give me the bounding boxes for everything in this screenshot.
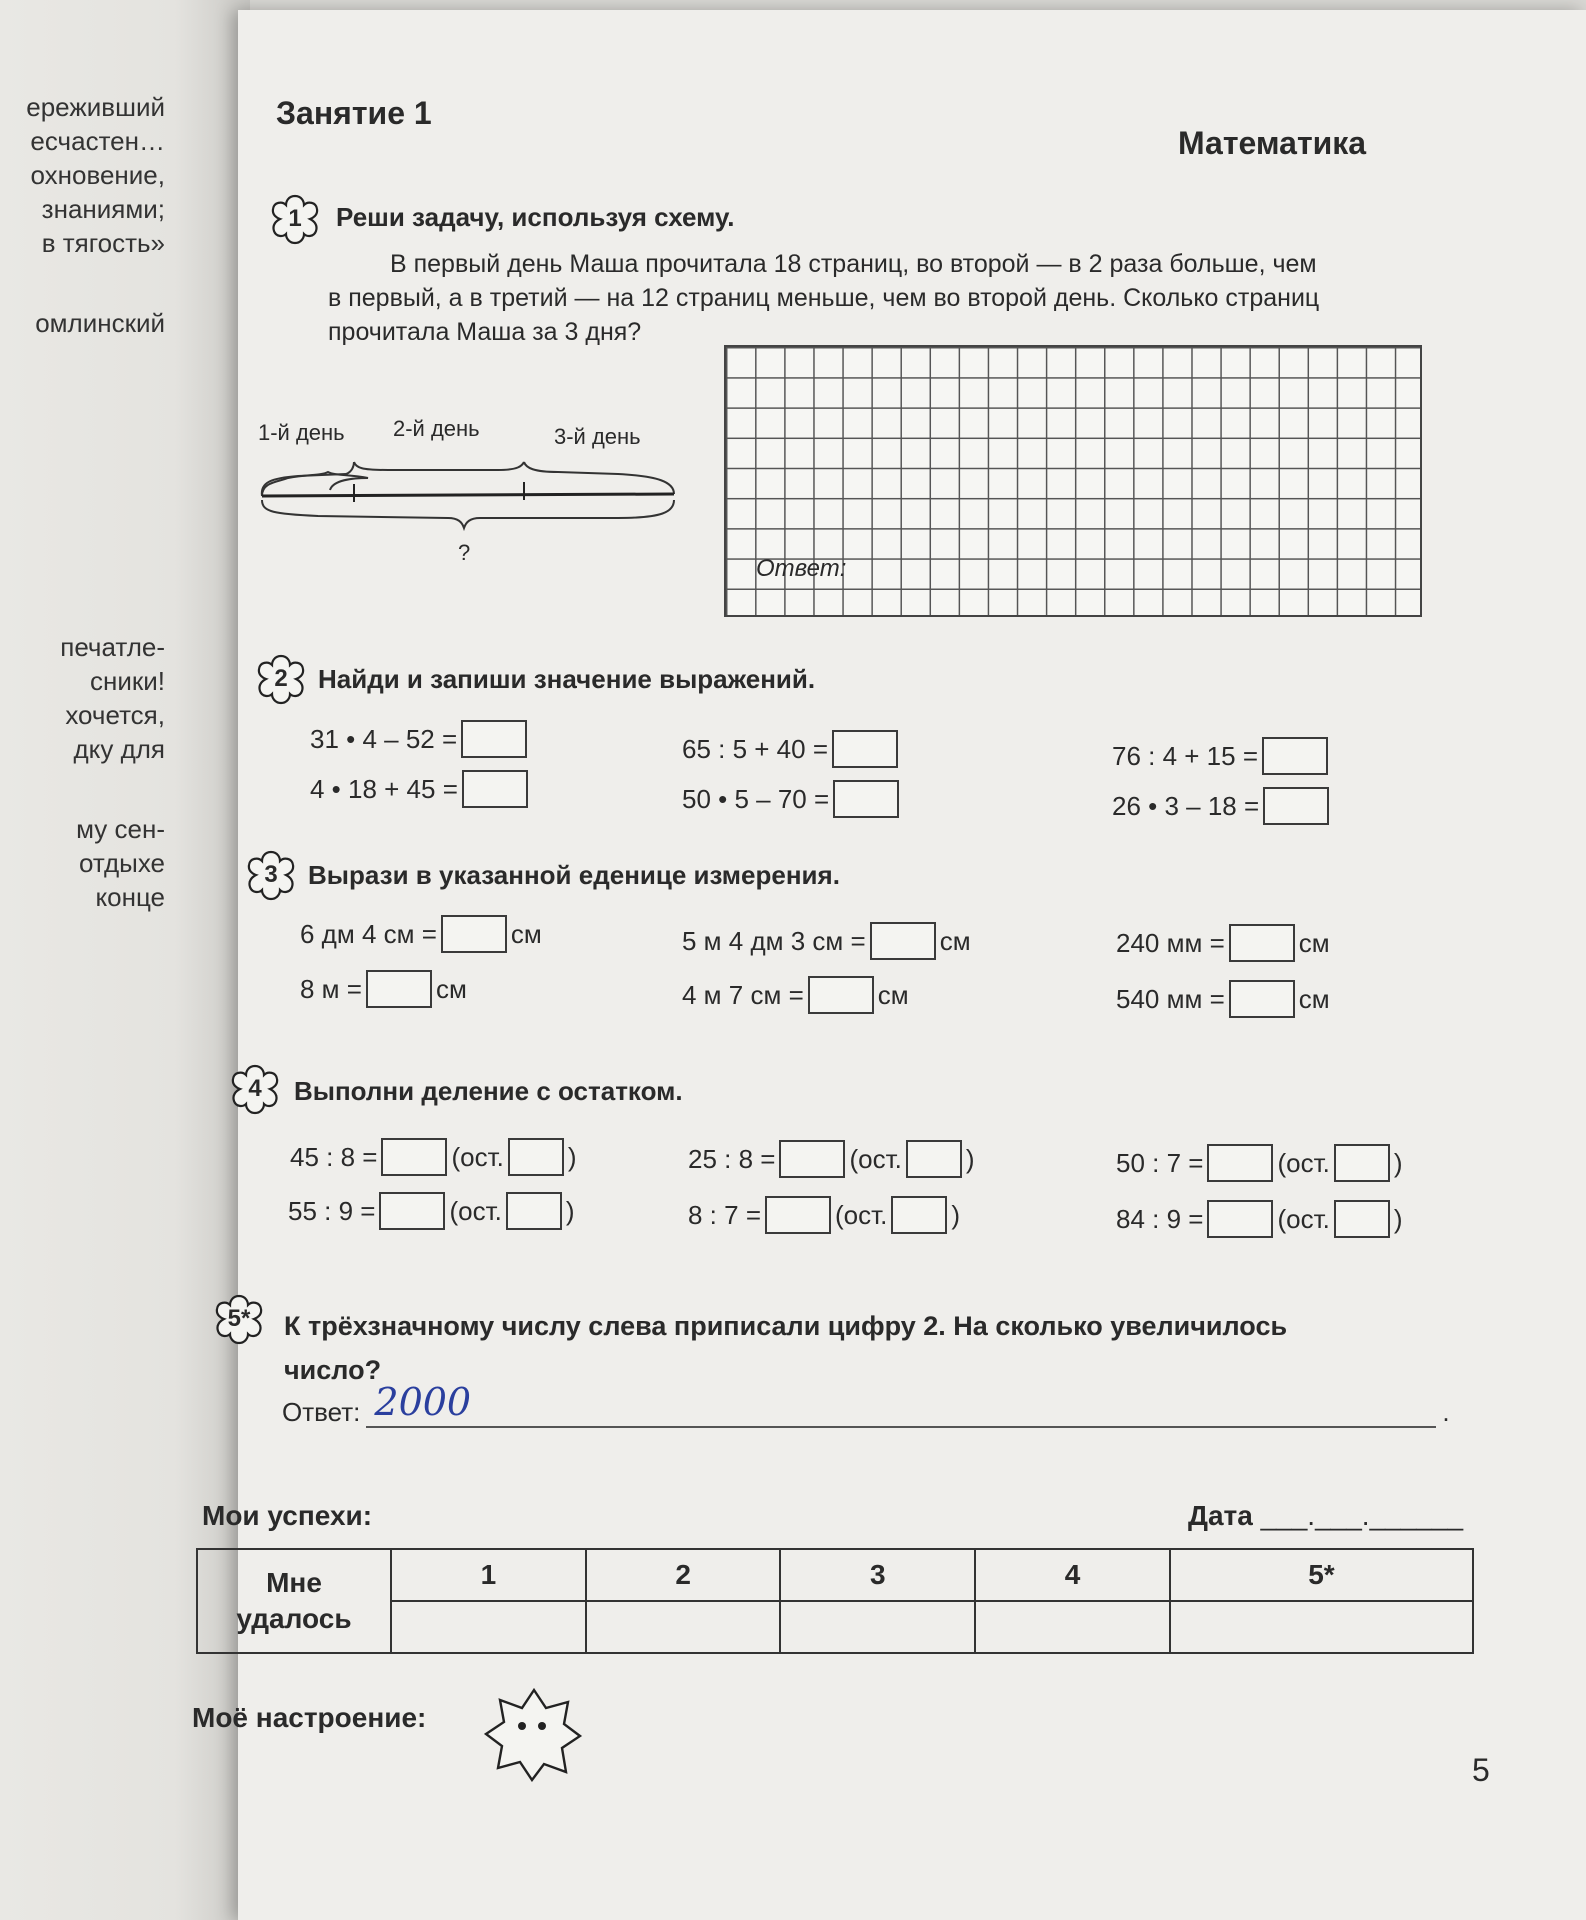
remainder-box[interactable]: [1334, 1200, 1390, 1238]
expression-text: 50 • 5 – 70 =: [682, 783, 830, 814]
unit-label: см: [435, 973, 467, 1004]
expression-text: 84 : 9 =: [1116, 1203, 1204, 1234]
row-label-cell: [197, 1549, 391, 1653]
expression: [300, 970, 467, 1008]
expression-text: 540 мм =: [1116, 983, 1225, 1014]
unit-label: см: [510, 918, 542, 949]
answer-line[interactable]: [366, 1380, 1436, 1428]
left-page-text: [0, 90, 165, 914]
expression-text: 4 • 18 + 45 =: [310, 773, 458, 804]
date-blank: ___.___.______: [1260, 1500, 1464, 1531]
end-dot: .: [1442, 1397, 1450, 1427]
task5-heading-line: число?: [284, 1355, 382, 1385]
division-expression: [290, 1138, 577, 1176]
unit-label: см: [877, 979, 909, 1010]
left-signature: омлинский: [35, 308, 165, 338]
left-line: есчастен…: [30, 126, 165, 156]
task-number-badge: [244, 848, 298, 902]
task1-text-line: в первый, а в третий — на 12 страниц меньше, чем во второй день. Сколько страниц: [328, 284, 1320, 312]
scheme-label-day3: 3-й день: [554, 424, 641, 449]
column-header: 2: [586, 1549, 781, 1601]
expression-text: 8 : 7 =: [688, 1199, 761, 1230]
close-paren: ): [565, 1195, 575, 1226]
quotient-box[interactable]: [379, 1192, 445, 1230]
mood-label: Моё настроение:: [192, 1702, 427, 1733]
task1-text-line: В первый день Маша прочитала 18 страниц, во второй — в 2 раза больше, чем: [390, 250, 1317, 278]
date-field[interactable]: [1188, 1500, 1463, 1532]
quotient-box[interactable]: [381, 1138, 447, 1176]
left-line: сники!: [89, 666, 165, 696]
scheme-question: ?: [458, 540, 471, 565]
remainder-label: (ост.: [451, 1141, 504, 1172]
expression: [1116, 980, 1330, 1018]
quotient-box[interactable]: [765, 1196, 831, 1234]
remainder-label: (ост.: [1277, 1203, 1330, 1234]
task-number: 1: [288, 205, 302, 232]
row-label-line: Мне: [266, 1567, 322, 1598]
task-number: 3: [264, 861, 278, 888]
success-cell[interactable]: [391, 1601, 586, 1653]
remainder-label: (ост.: [849, 1143, 902, 1174]
remainder-label: (ост.: [449, 1195, 502, 1226]
expression: [682, 730, 902, 768]
division-expression: [288, 1192, 575, 1230]
unit-label: см: [1298, 927, 1330, 958]
close-paren: ): [951, 1199, 961, 1230]
expression-text: 5 м 4 дм 3 см =: [682, 925, 866, 956]
task2-heading: Найди и запиши значение выражений.: [318, 664, 816, 694]
success-cell[interactable]: [975, 1601, 1170, 1653]
expression: [310, 770, 532, 808]
expression-text: 4 м 7 см =: [682, 979, 804, 1010]
answer-box[interactable]: [1262, 737, 1328, 775]
task1-heading: Реши задачу, используя схему.: [336, 202, 735, 232]
answer-box[interactable]: [461, 720, 527, 758]
success-cell[interactable]: [586, 1601, 781, 1653]
column-header: 5*: [1170, 1549, 1473, 1601]
division-expression: [688, 1196, 960, 1234]
task-number: 5*: [227, 1305, 251, 1332]
expression: [1112, 737, 1332, 775]
task-number-badge: [212, 1292, 266, 1346]
expression-text: 25 : 8 =: [688, 1143, 776, 1174]
left-line: в тягость»: [41, 228, 165, 258]
left-line: отдыхе: [79, 848, 165, 878]
expression-text: 55 : 9 =: [288, 1195, 376, 1226]
task-number-badge: [268, 192, 322, 246]
close-paren: ): [1393, 1147, 1403, 1178]
answer-box[interactable]: [1229, 980, 1295, 1018]
success-title: Мои успехи:: [202, 1500, 373, 1531]
remainder-box[interactable]: [508, 1138, 564, 1176]
remainder-box[interactable]: [506, 1192, 562, 1230]
answer-box[interactable]: [833, 780, 899, 818]
expression-text: 65 : 5 + 40 =: [682, 733, 829, 764]
remainder-box[interactable]: [891, 1196, 947, 1234]
remainder-box[interactable]: [1334, 1144, 1390, 1182]
row-label-line: удалось: [236, 1603, 352, 1634]
expression-text: 240 мм =: [1116, 927, 1225, 958]
page-number: 5: [1472, 1752, 1490, 1788]
scheme-label-day1: 1-й день: [258, 420, 345, 445]
unit-label: см: [1298, 983, 1330, 1014]
remainder-box[interactable]: [906, 1140, 962, 1178]
left-line: дку для: [73, 734, 165, 764]
task5-heading: [284, 1304, 1287, 1392]
task5-heading-line: К трёхзначному числу слева приписали цифру 2. На сколько увеличилось: [284, 1311, 1288, 1341]
task4-heading: Выполни деление с остатком.: [294, 1076, 683, 1106]
expression: [682, 780, 903, 818]
success-cell[interactable]: [780, 1601, 975, 1653]
task3-heading: Вырази в указанной еденице измерения.: [308, 860, 840, 890]
handwritten-answer: 2000: [374, 1380, 472, 1424]
left-line: знаниями;: [41, 194, 165, 224]
close-paren: ): [567, 1141, 577, 1172]
close-paren: ): [965, 1143, 975, 1174]
grid-answer-label: Ответ:: [756, 555, 847, 582]
expression: [1112, 787, 1333, 825]
expression-text: 6 дм 4 см =: [300, 918, 437, 949]
answer-box[interactable]: [808, 976, 874, 1014]
task1-scheme: [258, 416, 678, 570]
expression: [682, 976, 909, 1014]
expression-text: 45 : 8 =: [290, 1141, 378, 1172]
expression: [1116, 924, 1330, 962]
task1-text-line: прочитала Маша за 3 дня?: [328, 318, 642, 346]
expression-text: 50 : 7 =: [1116, 1147, 1204, 1178]
left-line: хочется,: [65, 700, 165, 730]
success-cell[interactable]: [1170, 1601, 1473, 1653]
task-number-badge: [254, 652, 308, 706]
answer-label: Ответ:: [282, 1397, 361, 1427]
answer-box[interactable]: [462, 770, 528, 808]
answer-box[interactable]: [1263, 787, 1329, 825]
left-line: печатле-: [60, 632, 165, 662]
expression: [682, 922, 971, 960]
remainder-label: (ост.: [1277, 1147, 1330, 1178]
quotient-box[interactable]: [1207, 1200, 1273, 1238]
quotient-box[interactable]: [779, 1140, 845, 1178]
answer-box[interactable]: [832, 730, 898, 768]
remainder-label: (ост.: [835, 1199, 888, 1230]
column-header: 3: [780, 1549, 975, 1601]
mood-star-icon[interactable]: [484, 1686, 584, 1782]
expression-text: 76 : 4 + 15 =: [1112, 740, 1259, 771]
answer-box[interactable]: [366, 970, 432, 1008]
expression: [300, 915, 542, 953]
answer-box[interactable]: [870, 922, 936, 960]
task-number: 4: [248, 1075, 262, 1102]
workbook-page: [192, 10, 1586, 1920]
lesson-title: Занятие 1: [276, 95, 432, 131]
subject-title: Математика: [1178, 125, 1367, 161]
task5-answer-row: [282, 1380, 1450, 1428]
division-expression: [688, 1140, 975, 1178]
expression-text: 8 м =: [300, 973, 362, 1004]
answer-box[interactable]: [1229, 924, 1295, 962]
date-label: Дата: [1188, 1500, 1253, 1531]
unit-label: см: [939, 925, 971, 956]
close-paren: ): [1393, 1203, 1403, 1234]
left-line: охновение,: [30, 160, 165, 190]
division-expression: [1116, 1144, 1403, 1182]
expression-text: 31 • 4 – 52 =: [310, 723, 458, 754]
success-table: [196, 1548, 1474, 1654]
answer-box[interactable]: [441, 915, 507, 953]
left-line: му сен-: [76, 814, 165, 844]
expression: [310, 720, 531, 758]
task-number-badge: [228, 1062, 282, 1116]
left-line: ереживший: [26, 92, 165, 122]
expression-text: 26 • 3 – 18 =: [1112, 790, 1260, 821]
column-header: 4: [975, 1549, 1170, 1601]
task-number: 2: [274, 665, 288, 692]
division-expression: [1116, 1200, 1403, 1238]
scheme-label-day2: 2-й день: [393, 416, 480, 441]
quotient-box[interactable]: [1207, 1144, 1273, 1182]
left-line: конце: [95, 882, 165, 912]
task1-text: [328, 247, 1428, 349]
column-header: 1: [391, 1549, 586, 1601]
scheme-diagram: [258, 460, 678, 535]
